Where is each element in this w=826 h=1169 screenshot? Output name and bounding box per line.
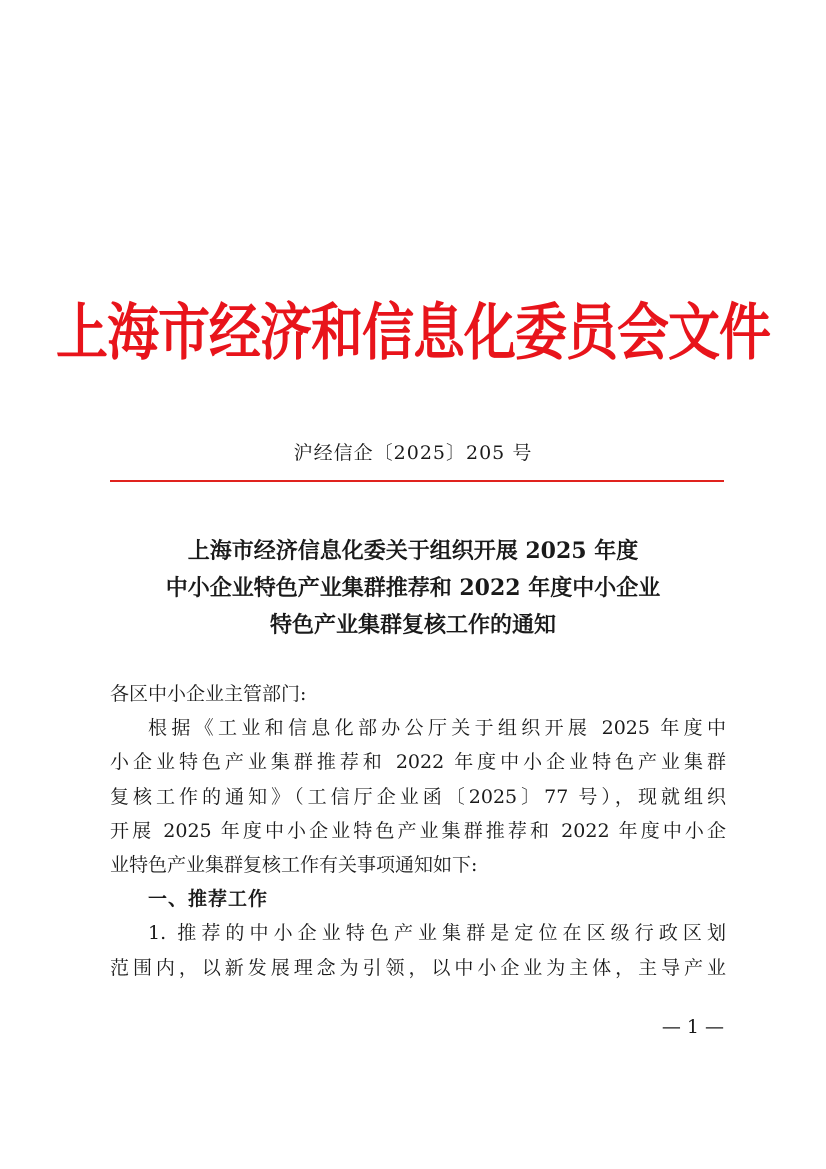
salutation: 各区中小企业主管部门:: [110, 683, 307, 705]
paragraph-line: 小企业特色产业集群推荐和 2022 年度中小企业特色产业集群: [110, 751, 726, 774]
title-line: 中小企业特色产业集群推荐和 2022 年度中小企业: [165, 575, 661, 601]
document-title: [90, 533, 736, 644]
title-line: 上海市经济信息化委关于组织开展 2025 年度: [187, 538, 639, 564]
page-number: — 1 —: [661, 1016, 724, 1038]
section-heading: 一、推荐工作: [148, 888, 269, 911]
item-line: 范围内，以新发展理念为引领，以中小企业为主体，主导产业: [110, 956, 726, 979]
title-line: 特色产业集群复核工作的通知: [269, 612, 556, 638]
paragraph-line: 开展 2025 年度中小企业特色产业集群推荐和 2022 年度中小企: [110, 819, 726, 842]
item-line: 1. 推荐的中小企业特色产业集群是定位在区级行政区划: [148, 922, 726, 945]
red-separator-line: [110, 480, 724, 482]
paragraph-line: 根据《工业和信息化部办公厅关于组织开展 2025 年度中: [148, 717, 726, 740]
document-number: 沪经信企〔2025〕205 号: [293, 442, 533, 464]
paragraph-line: 复核工作的通知》（工信厅企业函〔2025〕77 号），现就组织: [110, 785, 726, 808]
document-body: [110, 677, 726, 985]
issuer-header: 上海市经济和信息化委员会文件: [55, 296, 770, 369]
paragraph-line: 业特色产业集群复核工作有关事项通知如下:: [110, 853, 478, 876]
